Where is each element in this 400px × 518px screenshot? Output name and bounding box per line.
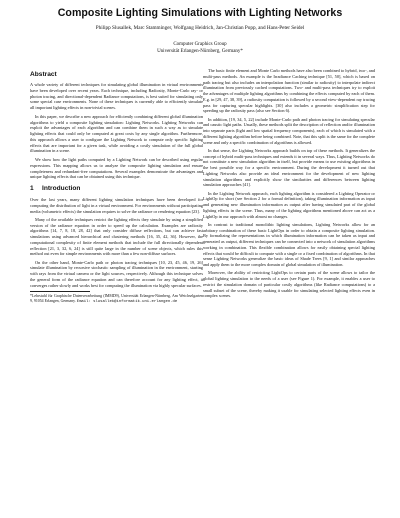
- section-title: Introduction: [42, 185, 81, 192]
- section-number: 1: [30, 185, 34, 192]
- body-paragraph: The basic finite element and Monte Carlo methods have also been combined to hybrid, two-, and multi-pass methods. An example is the Irradiance Caching technique [51, 50], which is based on path tracing but also includes an interpolation function (similar to radiosity) to interpolate indirect illumination from previously cached computations. Two- and multi-pass techniques try to exploit the advantages of multiple lighting algorithms by combining the effects computed by each of them. E.g. in [29, 47, 38, 39], a radiosity computation is followed by a second view-dependent ray tracing pass for capturing specular highlights. [30] also includes a geometric simplification step for speeding up the radiosity pass (also see Section 6).: [203, 68, 375, 114]
- body-paragraph: In contrast to traditional monolithic lighting simulations, Lighting Networks allow for an arbitrary combination of these basic LightOps in order to obtain a composite lighting simulation. By formalizing the representations in which illumination information can be taken as input and generated as output, different techniques can be connected into a network of simulation algorithms working in combination. This flexible combination allows for easily obtaining special lighting effects that would be difficult to compute with a single or a fixed combination of algorithms. In that sense Lighting Networks generalize the basic ideas of Shade Trees [9, 1] and similar approaches and apply them to the more complex domain of global simulation of illumination.: [203, 221, 375, 267]
- right-column: [203, 68, 375, 302]
- section-heading-introduction: [30, 185, 203, 192]
- affiliation-university: Universität Erlangen-Nürnberg, Germany*: [157, 48, 243, 54]
- affiliation-group: Computer Graphics Group: [173, 42, 227, 47]
- abstract-paragraph: In this paper, we describe a new approach for efficiently combining different global illumination algorithms to yield a composite lighting simulation: Lighting Networks. Lighting Networks can exploit the advantages of each algorithm and can combine them in such a way as to simulate lighting effects that could only be computed at great costs by any single algorithm. Furthermore, this approach allows a user to configure the Lighting Network to compute only specific lighting effects that are important for a given task, while avoiding a costly simulation of the full global illumination in a scene.: [30, 113, 203, 154]
- body-paragraph: In addition, [19, 34, 5, 22] include Monte-Carlo path and photon tracing for simulating specular and caustic light paths. Usually, these methods split the description of reflection and/or illumination into separate parts (light and low spatial frequency components), each of which is simulated with a different lighting algorithm before being combined. Note, that this split is the same for the complete scene and only a specific combination of algorithms is allowed.: [203, 116, 375, 145]
- affiliation: [0, 42, 400, 55]
- body-paragraph: On the other hand, Monte-Carlo path or photon tracing techniques [10, 23, 45, 46, 19, 26] simulate illumination by recursive stochastic sampling of illumination in the environment, starting with rays from the virtual camera or the light sources, respectively. Although this technique solves the general form of the radiance equation and can therefore account for any lighting effect, it converges rather slowly and works best for computing the illumination via highly specular surfaces.: [30, 259, 203, 288]
- body-paragraph: Over the last years, many different lighting simulation techniques have been developed for computing the distribution of light in a virtual environment. For environments without participating media (volumetric effects) the simulation requires to solve the radiance or rendering equation [23].: [30, 197, 203, 214]
- body-paragraph: Many of the available techniques restrict the lighting effects they simulate by using a simplified version of the radiance equation in order to speed up the calculation. Examples are radiosity algorithms [14, 7, 8, 18, 28, 42] that only consider diffuse reflections, but can achieve fast simulations using advanced hierarchical and clustering methods [16, 35, 42, 36]. However, the computational complexity of finite element methods that include the full directionally dependent reflection [21, 3, 32, 6, 24] is still quite large in the number of scene objects, which rules this method out even for simple environments with more than a few non-diffuse surfaces.: [30, 216, 203, 257]
- footnote: [30, 294, 203, 305]
- footnote-rule: [30, 291, 90, 292]
- footnote-address: *Lehrstuhl für Graphische Datenverarbeitung (IMMD9), Universität Erlangen-Nürnberg, Am Weichselgarten 9, 91054 Erlangen, Germany.: [30, 294, 203, 304]
- abstract-heading: Abstract: [30, 71, 57, 78]
- body-paragraph: Moreover, the ability of restricting LightOps to certain parts of the scene allows to tailor the global lighting simulation to the needs of a user (see Figure 1). For example, it enables a user to restrict the simulation domain of particular costly algorithms (like Radiance computations) to a small subset of the scene, thereby making it usable for simulating selected lighting effects even in complex scenes.: [203, 270, 375, 299]
- abstract-paragraph: A whole variety of different techniques for simulating global illumination in virtual environments have been developed over recent years. Each technique, including Radiosity, Monte-Carlo ray- or photon tracing, and directional-dependent Radiance computations, is best suited for simulating only some special case environments. None of these techniques is currently able to efficiently simulate all important lighting effects in non-trivial scenes.: [30, 82, 203, 110]
- author-list: Philipp Slusallek, Marc Stamminger, Wolfgang Heidrich, Jan-Christian Popp, and Hans-Peter Seidel: [95, 25, 305, 31]
- paper-title: Composite Lighting Simulations with Lighting Networks: [57, 7, 343, 19]
- body-paragraph: In that sense, the Lighting Networks approach builds on top of these methods. It generalizes the concept of hybrid multi-pass techniques and extends it in several ways. Thus, Lighting Networks do not constitute a new simulation algorithm in itself, but provide means to use existing algorithms in the best possible way for a specific environment. During the development it turned out that Lighting Networks also provide an ideal environment for the development of new lighting simulation algorithms and explicitly show the similarities and differences between lighting simulation approaches [41].: [203, 147, 376, 188]
- footnote-email: Email: slusallek@informatik.uni-erlangen.de: [76, 300, 178, 305]
- left-column: [30, 68, 203, 305]
- abstract-paragraph: We show how the light paths computed by a Lighting Network can be described using regular expressions. This mapping allows us to analyze the composite lighting simulation and ensure completeness and redundant-free computations. Several examples demonstrate the advantages and unique lighting effects that can be obtained using this technique.: [30, 157, 203, 180]
- body-paragraph: In the Lighting Network approach, each lighting algorithm is considered a Lighting Operator or LightOp for short (see Section 2 for a formal definition), taking illumination information as input and generating new illumination information as output after having simulated part of the global lighting effects in the scene. Thus, many of the lighting algorithms mentioned above can act as a LightOp in our approach with almost no changes.: [203, 190, 375, 219]
